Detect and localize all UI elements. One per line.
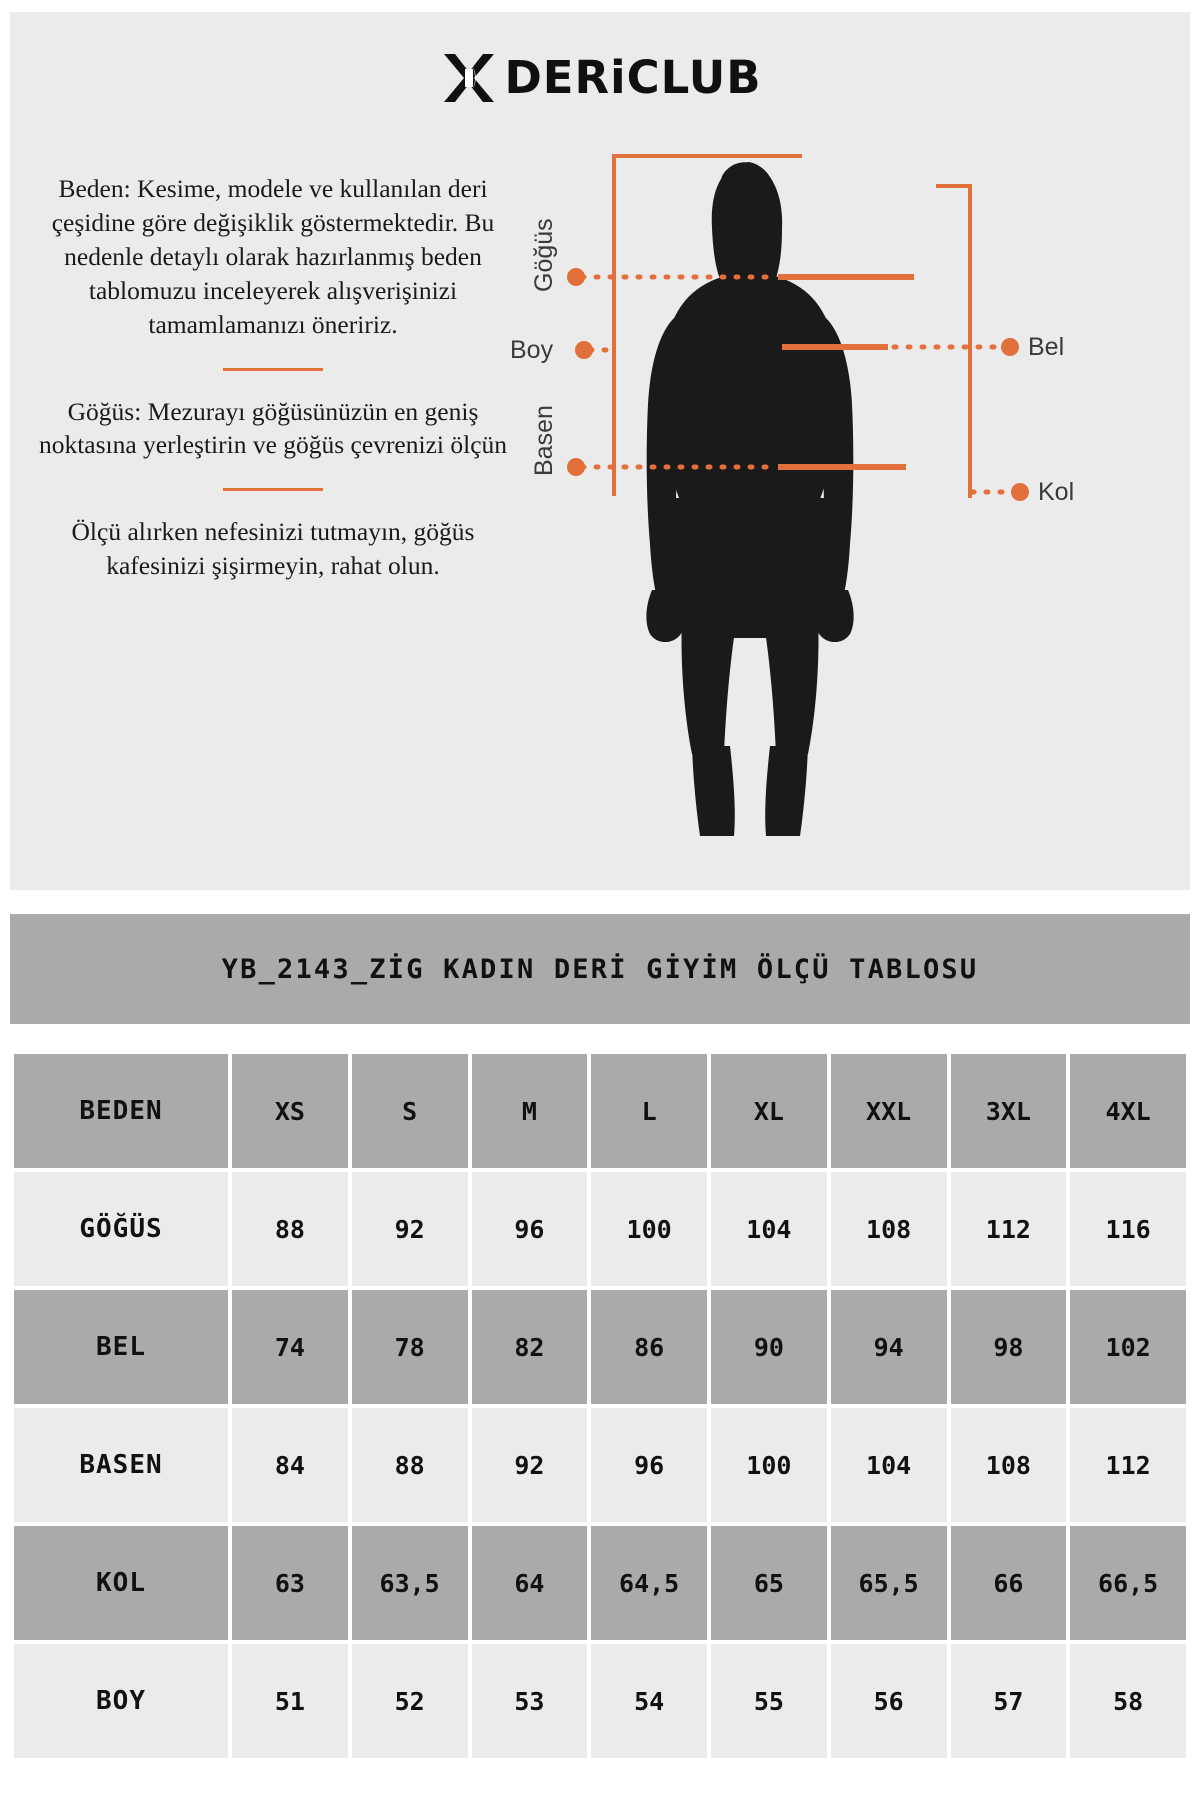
female-silhouette-icon xyxy=(646,162,853,836)
table-cell: 66 xyxy=(951,1526,1067,1640)
measurement-diagram xyxy=(510,142,1180,882)
table-cell: 53 xyxy=(472,1644,588,1758)
table-cell: 52 xyxy=(352,1644,468,1758)
divider-2 xyxy=(223,488,323,491)
table-header-size: L xyxy=(591,1054,707,1168)
brand-name: DERiCLUB xyxy=(504,51,762,104)
info-text-column xyxy=(28,172,518,583)
table-cell: 100 xyxy=(591,1172,707,1286)
table-header-size: XL xyxy=(711,1054,827,1168)
table-cell: 92 xyxy=(352,1172,468,1286)
info-paragraph-2: Göğüs: Mezurayı göğüsünüzün en geniş noktasına yerleştirin ve göğüs çevrenizi ölçün xyxy=(38,396,508,460)
table-cell: 64 xyxy=(472,1526,588,1640)
table-cell: 92 xyxy=(472,1408,588,1522)
table-cell: 108 xyxy=(831,1172,947,1286)
table-row-label: BASEN xyxy=(14,1408,228,1522)
table-header-row xyxy=(14,1054,1186,1168)
table-cell: 90 xyxy=(711,1290,827,1404)
label-height: Boy xyxy=(510,336,554,364)
table-header-size: S xyxy=(352,1054,468,1168)
table-cell: 58 xyxy=(1070,1644,1186,1758)
table-cell: 57 xyxy=(951,1644,1067,1758)
table-cell: 112 xyxy=(951,1172,1067,1286)
table-row xyxy=(14,1408,1186,1522)
table-cell: 98 xyxy=(951,1290,1067,1404)
table-row-label: GÖĞÜS xyxy=(14,1172,228,1286)
table-cell: 96 xyxy=(472,1172,588,1286)
label-sleeve: Kol xyxy=(1038,478,1075,506)
table-cell: 74 xyxy=(232,1290,348,1404)
table-cell: 55 xyxy=(711,1644,827,1758)
brand-logo xyxy=(10,50,1190,120)
label-hip: Basen xyxy=(530,405,558,476)
table-row-label: BOY xyxy=(14,1644,228,1758)
table-header-size: 4XL xyxy=(1070,1054,1186,1168)
info-panel xyxy=(10,12,1190,890)
table-cell: 84 xyxy=(232,1408,348,1522)
table-cell: 51 xyxy=(232,1644,348,1758)
table-header-size: XXL xyxy=(831,1054,947,1168)
info-paragraph-1: Beden: Kesime, modele ve kullanılan deri çeşidine göre değişiklik göstermektedir. Bu nedenle detaylı olarak hazırlanmış beden tablomuzu inceleyerek alışverişinizi tamamlamanızı öneririz. xyxy=(51,174,495,339)
table-cell: 100 xyxy=(711,1408,827,1522)
table-row xyxy=(14,1290,1186,1404)
table-title: YB_2143_ZİG KADIN DERİ GİYİM ÖLÇÜ TABLOSU xyxy=(221,953,979,985)
table-cell: 116 xyxy=(1070,1172,1186,1286)
table-cell: 96 xyxy=(591,1408,707,1522)
divider-1 xyxy=(223,368,323,371)
table-row xyxy=(14,1644,1186,1758)
table-cell: 88 xyxy=(352,1408,468,1522)
table-header-size: XS xyxy=(232,1054,348,1168)
table-cell: 65,5 xyxy=(831,1526,947,1640)
table-row-label: KOL xyxy=(14,1526,228,1640)
table-header-size: 3XL xyxy=(951,1054,1067,1168)
table-row-label: BEL xyxy=(14,1290,228,1404)
dericlub-monogram-icon xyxy=(438,50,500,106)
table-cell: 63,5 xyxy=(352,1526,468,1640)
table-header-label: BEDEN xyxy=(14,1054,228,1168)
table-cell: 78 xyxy=(352,1290,468,1404)
table-cell: 112 xyxy=(1070,1408,1186,1522)
table-cell: 88 xyxy=(232,1172,348,1286)
body-silhouette-svg xyxy=(510,142,1180,882)
table-title-bar xyxy=(10,914,1190,1024)
table-cell: 65 xyxy=(711,1526,827,1640)
table-cell: 104 xyxy=(831,1408,947,1522)
table-cell: 108 xyxy=(951,1408,1067,1522)
table-cell: 56 xyxy=(831,1644,947,1758)
size-table xyxy=(10,1050,1190,1762)
table-cell: 64,5 xyxy=(591,1526,707,1640)
table-cell: 104 xyxy=(711,1172,827,1286)
label-chest: Göğüs xyxy=(530,218,558,292)
table-row xyxy=(14,1526,1186,1640)
label-waist: Bel xyxy=(1028,333,1065,361)
table-cell: 102 xyxy=(1070,1290,1186,1404)
table-cell: 63 xyxy=(232,1526,348,1640)
info-paragraph-3: Ölçü alırken nefesinizi tutmayın, göğüs kafesinizi şişirmeyin, rahat olun. xyxy=(71,517,475,581)
table-cell: 54 xyxy=(591,1644,707,1758)
table-header-size: M xyxy=(472,1054,588,1168)
table-cell: 86 xyxy=(591,1290,707,1404)
table-cell: 82 xyxy=(472,1290,588,1404)
table-cell: 66,5 xyxy=(1070,1526,1186,1640)
table-cell: 94 xyxy=(831,1290,947,1404)
table-row xyxy=(14,1172,1186,1286)
